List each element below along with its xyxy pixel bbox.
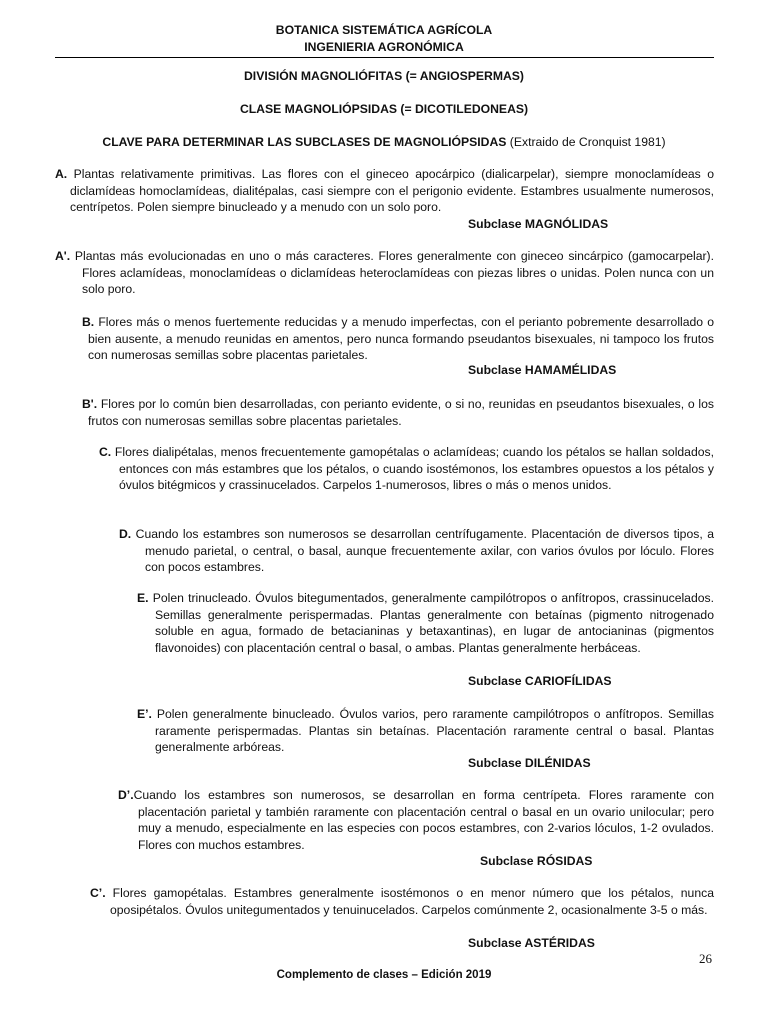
page-number: 26	[699, 951, 712, 966]
entry-c-prime-label: C’.	[90, 886, 106, 900]
entry-c-prime-text: Flores gamopétalas. Estambres generalmente isostémonos o en menor número que los pétalos, nunca oposipétalos. Óvulos unitegumentados y tenuinucelados. Carpelos comúnmente 2, ocasionalmente 3-5 o más.	[105, 886, 714, 917]
subclass-cariofilidas: Subclase CARIOFÍLIDAS	[468, 674, 612, 688]
class-title: CLASE MAGNOLIÓPSIDAS (= DICOTILEDONEAS)	[239, 102, 529, 116]
header-title	[0, 22, 768, 55]
entry-b-prime-text: Flores por lo común bien desarrolladas, con perianto evidente, o si no, reunidas en pseudantos bisexuales, o los frutos con numerosas semillas sobre placentas parietales.	[88, 397, 714, 428]
entry-e-prime-text: Polen generalmente binucleado. Óvulos varios, pero raramente campilótropos o anfítropos. Semillas raramente perispermadas. Plantas sin betaínas. Placentación raramente central o basal. Plantas generalmente arbóreas.	[151, 707, 714, 754]
entry-c	[99, 444, 714, 494]
entry-d-prime	[118, 787, 714, 853]
entry-d-prime-label: D’.	[118, 788, 134, 802]
entry-c-label: C.	[99, 445, 112, 459]
header-line-1: BOTANICA SISTEMÁTICA AGRÍCOLA	[275, 23, 493, 37]
subclass-asteridas: Subclase ASTÉRIDAS	[468, 936, 595, 950]
entry-e-text: Polen trinucleado. Óvulos bitegumentados, generalmente campilótropos o anfítropos, crassinucelados. Semillas generalmente perispermadas. Plantas generalmente con betaínas (pigmento nitrogenado soluble en agua, formado de betacianinas y betaxantinas), en lugar de antocianinas (pigmentos flavonoides) con placentación central o basal, o ambas. Plantas generalmente herbáceas.	[148, 591, 714, 655]
entry-a-label: A.	[55, 167, 68, 181]
entry-e-prime-label: E’.	[137, 707, 152, 721]
entry-b-text: Flores más o menos fuertemente reducidas y a menudo imperfectas, con el perianto pobremente desarrollado o bien ausente, a menudo reunidas en amentos, pero nunca formando pseudantos bisexuales, ni tampoco los frutos con numerosas semillas sobre placentas parietales.	[88, 315, 714, 362]
entry-c-text: Flores dialipétalas, menos frecuentemente gamopétalas o aclamídeas; cuando los pétalos se hallan soldados, entonces con más estambres que los pétalos, o cuando isostémonos, los estambres opuestos a los pétalos y óvulos bitégmicos y crassinucelados. Carpelos 1-numerosos, libres o más o menos unidos.	[111, 445, 714, 492]
footer: Complemento de clases – Edición 2019	[276, 969, 492, 981]
header-line-2: INGENIERIA AGRONÓMICA	[304, 39, 464, 54]
entry-e-prime	[137, 706, 714, 756]
entry-c-prime	[90, 885, 714, 918]
key-title-bold: CLAVE PARA DETERMINAR LAS SUBCLASES DE MAGNOLIÓPSIDAS	[102, 135, 507, 149]
entry-e-label: E.	[137, 591, 149, 605]
entry-b-label: B.	[82, 315, 95, 329]
entry-d	[119, 526, 714, 576]
subclass-magnolidas: Subclase MAGNÓLIDAS	[468, 217, 609, 231]
subclass-hamamelidas: Subclase HAMAMÉLIDAS	[468, 363, 617, 377]
entry-d-text: Cuando los estambres son numerosos se desarrollan centrífugamente. Placentación de diversos tipos, a menudo parietal, o central, o basal, aunque frecuentemente axilar, con varios óvulos por lóculo. Flores con pocos estambres.	[131, 527, 714, 574]
subclass-dilenidas: Subclase DILÉNIDAS	[468, 756, 591, 770]
entry-e	[137, 590, 714, 656]
key-title-source: (Extraido de Cronquist 1981)	[506, 135, 666, 149]
entry-d-label: D.	[119, 527, 132, 541]
entry-b	[82, 314, 714, 364]
entry-a-prime-text: Plantas más evolucionadas en uno o más caracteres. Flores generalmente con gineceo sincárpico (gamocarpelar). Flores aclamídeas, monoclamídeas o diclamídeas heteroclamídeas con piezas libres o unidas. Polen nunca con un solo poro.	[70, 249, 714, 296]
entry-a-prime-label: A'.	[55, 249, 71, 263]
division-title: DIVISIÓN MAGNOLIÓFITAS (= ANGIOSPERMAS)	[244, 69, 524, 83]
key-title	[0, 134, 768, 151]
entry-a	[55, 166, 714, 216]
entry-d-prime-text: Cuando los estambres son numerosos, se desarrollan en forma centrípeta. Flores raramente con placentación parietal y también raramente con placentación central o basal en un ovario unilocular; pero muy a menudo, especialmente en las especies con pocos estambres, con 2-varios lóculos, 1-2 ovulados. Flores con muchos estambres.	[133, 788, 714, 852]
entry-b-prime	[82, 396, 714, 429]
entry-a-prime	[55, 248, 714, 298]
subclass-rosidas: Subclase RÓSIDAS	[480, 854, 593, 868]
header-divider	[55, 57, 714, 58]
entry-b-prime-label: B'.	[82, 397, 98, 411]
entry-a-text: Plantas relativamente primitivas. Las flores con el gineceo apocárpico (dialicarpelar), siempre monoclamídeas o diclamídeas homoclamídeas, dialitépalas, casi siempre con el perigonio evidente. Estambres usualmente numerosos, centrípetos. Polen siempre binucleado y a menudo con un solo poro.	[67, 167, 714, 214]
